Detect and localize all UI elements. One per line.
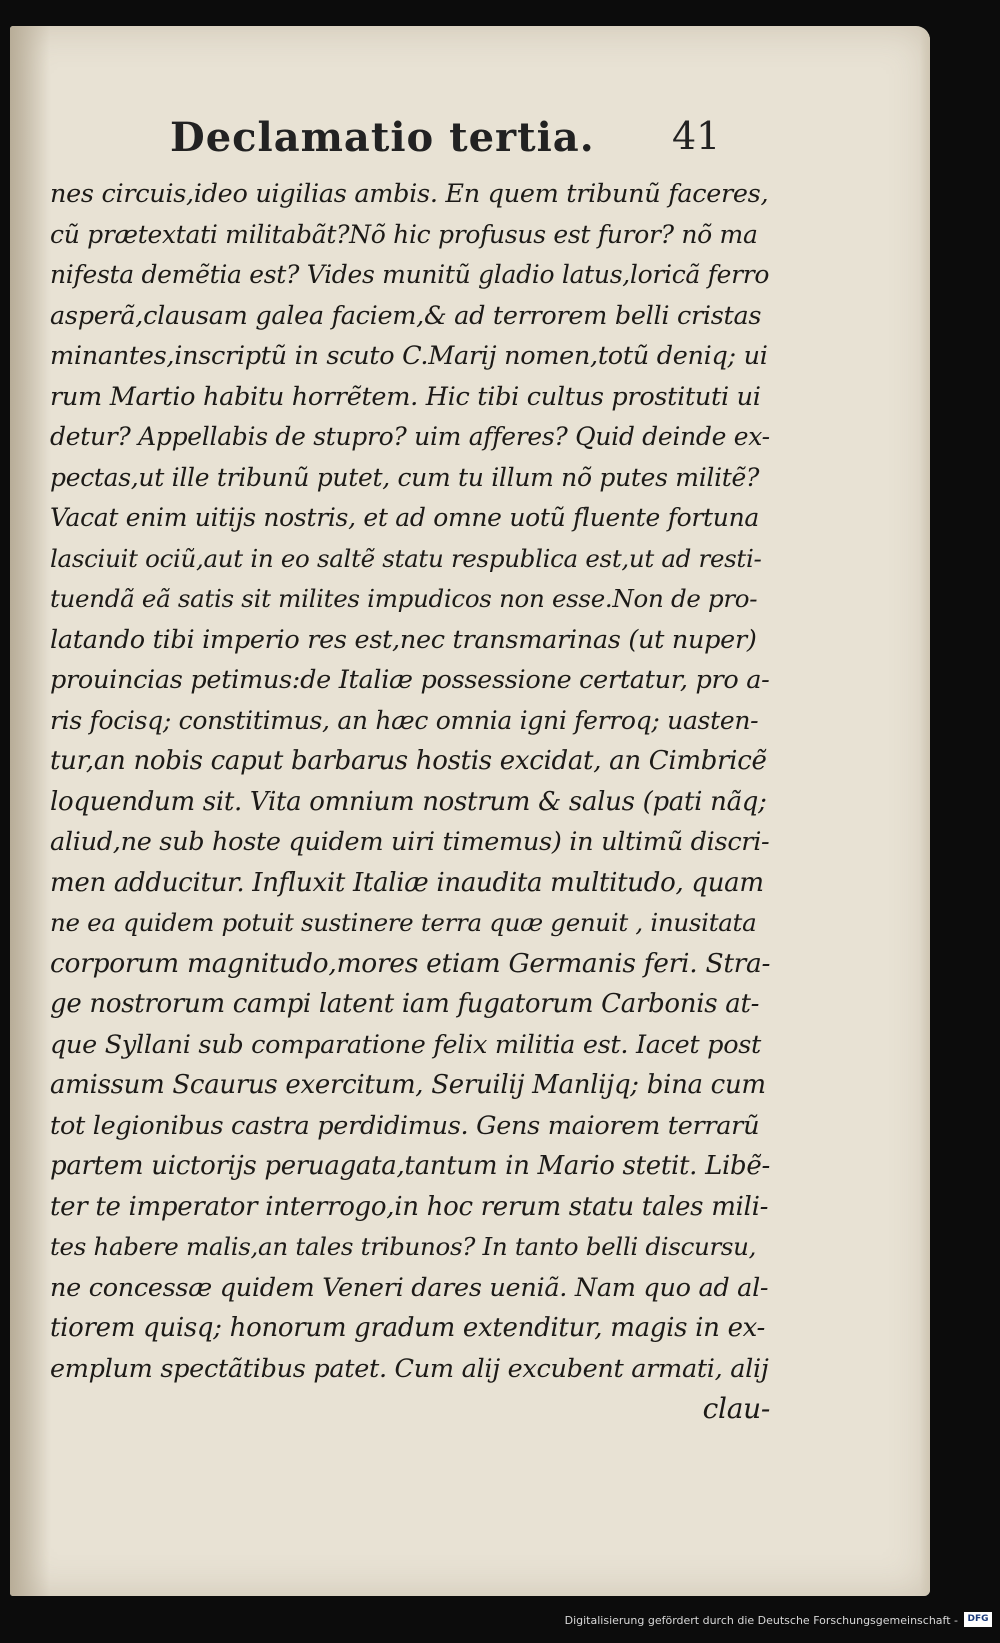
text-line: nifesta demẽtia est? Vides munitũ gladio latus,loricã ferro [50, 260, 770, 289]
text-line: rum Martio habitu horrẽtem. Hic tibi cultus prostituti ui [50, 381, 761, 412]
text-line: cũ prætextati militabãt?Nõ hic profusus est furor? nõ ma [50, 219, 758, 249]
text-line: tes habere malis,an tales tribunos? In tanto belli discursu, [50, 1232, 757, 1261]
text-line: ter te imperator interrogo,in hoc rerum statu tales mili- [50, 1191, 769, 1222]
page-header [10, 114, 930, 174]
page-gutter-shadow [10, 26, 50, 1596]
text-line: partem uictorijs peruagata,tantum in Mario stetit. Libẽ- [50, 1151, 770, 1181]
text-line: ris focisq; constitimus, an hæc omnia igni ferroq; uasten- [50, 705, 759, 735]
text-line: tot legionibus castra perdidimus. Gens maiorem terrarũ [50, 1110, 760, 1141]
text-line: emplum spectãtibus patet. Cum alij excubent armati, alij [50, 1353, 769, 1384]
digitization-footer [0, 1606, 1000, 1636]
text-line: ne ea quidem potuit sustinere terra quæ genuit , inusitata [50, 908, 757, 937]
text-line: ne concessæ quidem Veneri dares ueniã. Nam quo ad al- [50, 1272, 769, 1303]
page-number: 41 [672, 114, 721, 158]
text-line: loquendum sit. Vita omnium nostrum & salus (pati nãq; [50, 786, 767, 817]
text-line: que Syllani sub comparatione felix militia est. Iacet post [50, 1029, 761, 1060]
body-text [50, 174, 770, 1430]
book-page [10, 26, 930, 1596]
text-line: aliud,ne sub hoste quidem uiri timemus) in ultimũ discri- [50, 827, 770, 857]
catchword: clau- [702, 1392, 770, 1425]
text-line: tuendã eã satis sit milites impudicos non esse.Non de pro- [50, 584, 758, 613]
text-line: men adducitur. Influxit Italiæ inaudita multitudo, quam [50, 867, 764, 898]
funding-note: Digitalisierung gefördert durch die Deutsche Forschungsgemeinschaft - [564, 1614, 958, 1627]
text-line: latando tibi imperio res est,nec transmarinas (ut nuper) [50, 624, 757, 655]
text-line: lasciuit ociũ,aut in eo saltẽ statu respublica est,ut ad resti- [50, 543, 762, 573]
dfg-logo-icon: DFG [964, 1612, 992, 1627]
text-line: prouincias petimus:de Italiæ possessione certatur, pro a- [50, 665, 770, 695]
text-line: tur,an nobis caput barbarus hostis excidat, an Cimbricẽ [50, 746, 767, 776]
text-line: nes circuis,ideo uigilias ambis. En quem tribunũ faceres, [50, 179, 769, 209]
text-line: ge nostrorum campi latent iam fugatorum Carbonis at- [50, 989, 760, 1019]
text-line: amissum Scaurus exercitum, Seruilij Manlijq; bina cum [50, 1070, 766, 1100]
text-line: Vacat enim uitijs nostris, et ad omne uotũ fluente fortuna [50, 503, 760, 532]
text-line: pectas,ut ille tribunũ putet, cum tu illum nõ putes militẽ? [50, 462, 760, 492]
text-line: corporum magnitudo,mores etiam Germanis feri. Stra- [50, 947, 771, 979]
running-head: Declamatio tertia. [170, 114, 595, 161]
text-line: tiorem quisq; honorum gradum extenditur, magis in ex- [50, 1313, 766, 1343]
text-line: minantes,inscriptũ in scuto C.Marij nomen,totũ deniq; ui [50, 341, 768, 371]
text-line: detur? Appellabis de stupro? uim afferes? Quid deinde ex- [50, 422, 770, 451]
text-line: asperã,clausam galea faciem,& ad terrorem belli cristas [50, 300, 762, 331]
